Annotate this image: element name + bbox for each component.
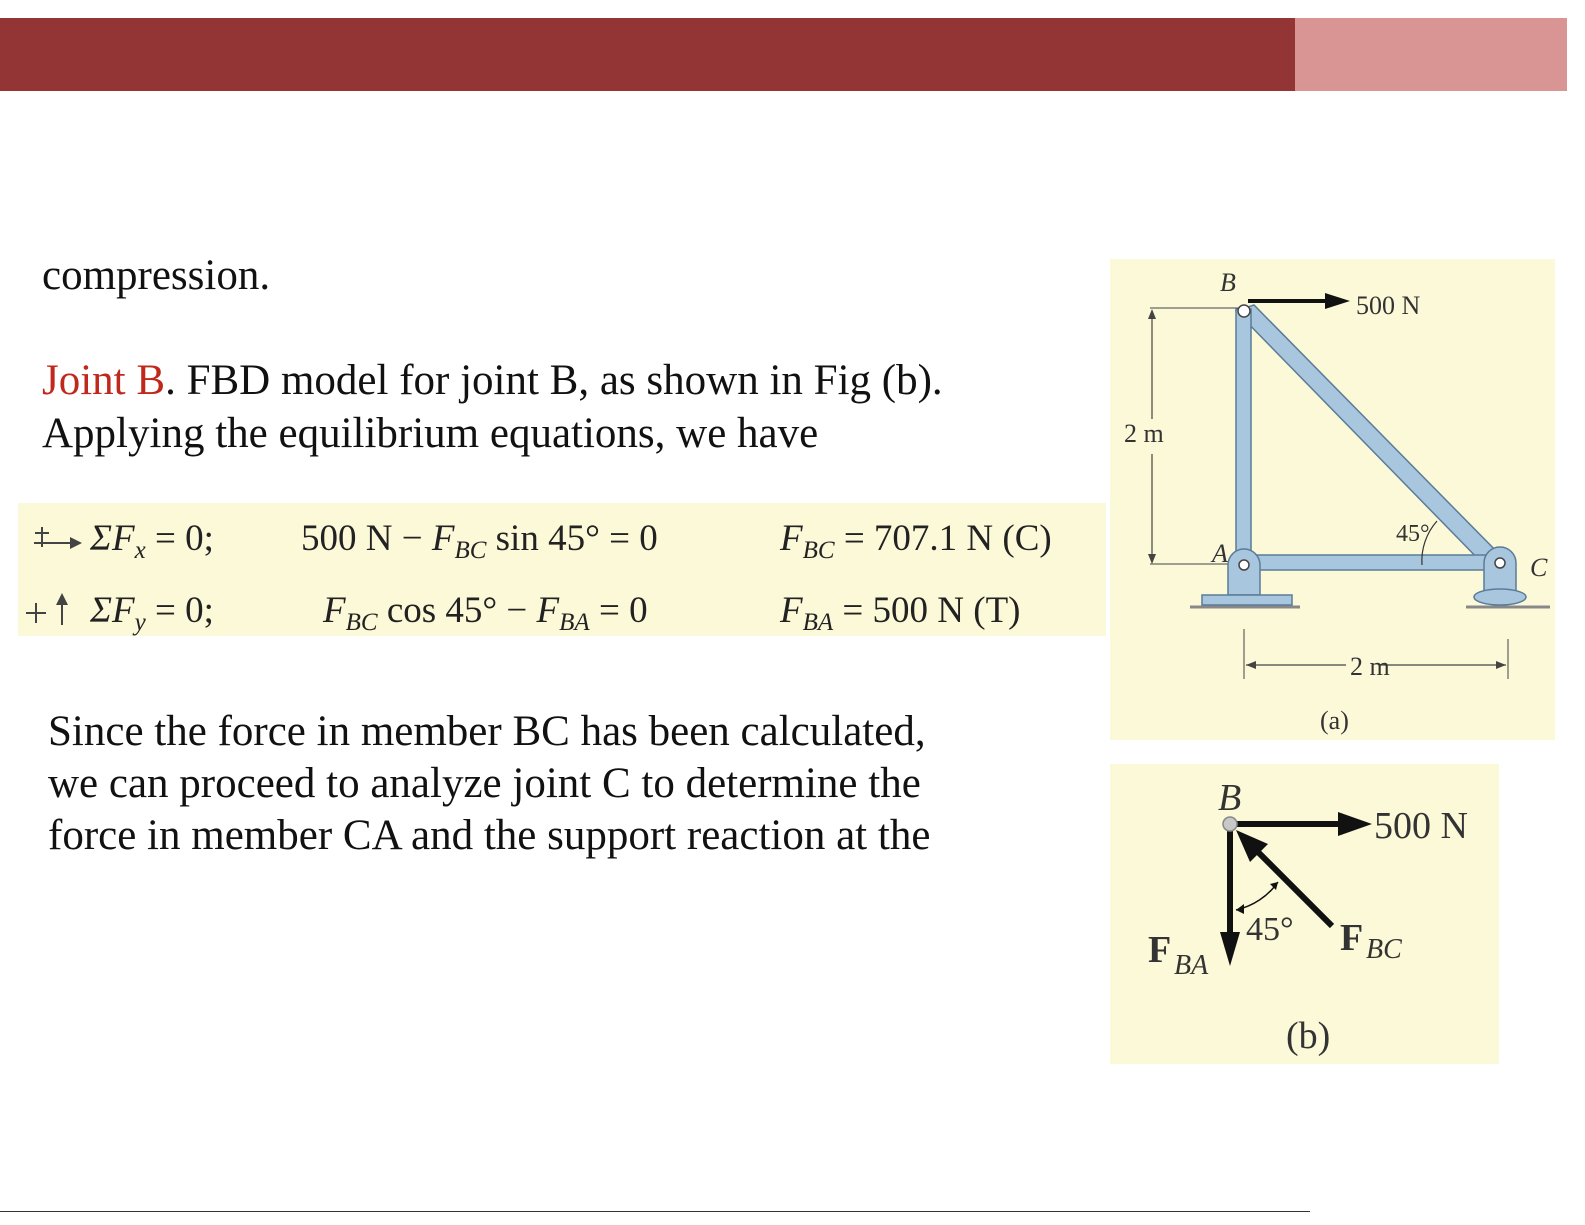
eq1-result: $F_{BC} = 707.1$ N (C) <box>780 518 1052 564</box>
label-joint-b: B <box>1220 268 1236 297</box>
label-joint-b: B <box>1218 777 1242 819</box>
label-height: 2 m <box>1124 419 1164 448</box>
label-force: 500 N <box>1356 291 1421 320</box>
paragraph-line: Since the force in member BC has been calculated, <box>48 708 926 755</box>
eq1-equation: 500 $N - F_{BC}$ sin 45° = 0 <box>301 518 658 564</box>
label-fba: F <box>1148 929 1172 971</box>
label-angle: 45° <box>1246 911 1294 948</box>
label-fbc-sub: BC <box>1366 934 1402 965</box>
figure-a <box>1110 259 1555 740</box>
truss-diagram <box>1110 259 1555 740</box>
fbd-diagram <box>1110 764 1499 1064</box>
joint-b-text: . FBD model for joint B, as shown in Fig (b). <box>165 357 943 404</box>
right-arrow-icon <box>32 517 92 557</box>
paragraph <box>48 706 1088 862</box>
eq2-equation: $F_{BC}$ $\cos 45^\circ - F_{BA} = 0$ <box>323 590 648 636</box>
eq2-result: $F_{BA} = 500$ N (T) <box>780 590 1021 636</box>
header-bar <box>0 18 1295 91</box>
label-joint-a: A <box>1212 539 1228 568</box>
label-angle: 45° <box>1396 521 1430 547</box>
paragraph-line: we can proceed to analyze joint C to determine the <box>48 760 921 807</box>
label-fbc: F <box>1340 917 1364 959</box>
paragraph-line: force in member CA and the support reaction at the <box>48 812 931 859</box>
joint-b-label: Joint B <box>42 357 166 404</box>
caption-a: (a) <box>1320 706 1349 735</box>
header-accent <box>1295 18 1567 91</box>
text-joint-b <box>42 355 943 407</box>
eq1-condition: $\Sigma F_x = 0$; <box>90 518 214 564</box>
eq2-condition: $\Sigma F_y = 0$; <box>90 590 214 636</box>
text-compression: compression. <box>42 252 271 299</box>
up-arrow-icon <box>22 589 82 633</box>
bottom-rule <box>0 1211 1310 1212</box>
text-applying: Applying the equilibrium equations, we have <box>42 410 819 457</box>
caption-b: (b) <box>1286 1015 1331 1057</box>
label-force: 500 N <box>1374 805 1468 847</box>
equation-panel <box>18 503 1106 636</box>
label-joint-c: C <box>1530 553 1548 582</box>
figure-b <box>1110 764 1499 1064</box>
label-fba-sub: BA <box>1174 950 1209 981</box>
label-width: 2 m <box>1350 652 1390 681</box>
